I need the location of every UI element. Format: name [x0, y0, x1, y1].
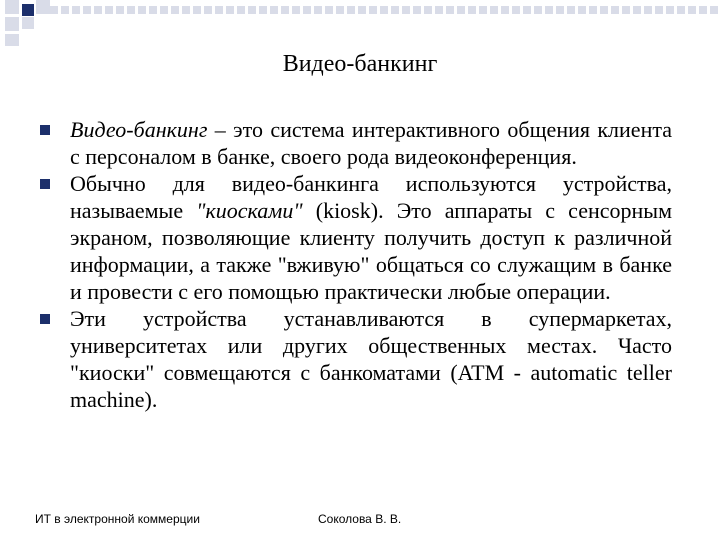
bullet-text: – это система интерактивного общения клиента с персоналом в банке, своего рода видеоконференция.	[70, 117, 672, 169]
square-bullet-icon	[40, 179, 50, 189]
footer-author: Соколова В. В.	[318, 512, 402, 526]
decor-top-bar	[50, 6, 720, 14]
square-bullet-icon	[40, 125, 50, 135]
decor-square	[22, 17, 34, 29]
bullet-item	[40, 170, 672, 305]
decor-square	[5, 0, 19, 14]
bullet-text: Обычно для видео-банкинга используются устройства, называемые	[70, 171, 672, 223]
slide-title: Видео-банкинг	[282, 51, 438, 77]
bullet-text: Эти устройства устанавливаются в супермаркетах, университетах или других общественных местах. Часто "киоски" совмещаются с банкоматами (ATM - automatic teller machine).	[70, 306, 672, 412]
bullet-term: Видео-банкинг	[70, 117, 208, 142]
bullet-item	[40, 116, 672, 170]
decor-square	[5, 17, 19, 31]
decor-square	[36, 0, 50, 14]
bullet-list	[40, 116, 672, 413]
bullet-item	[40, 305, 672, 413]
square-bullet-icon	[40, 314, 50, 324]
footer-course: ИТ в электронной коммерции	[35, 512, 200, 526]
bullet-term: "киосками"	[196, 198, 303, 223]
bullet-text: (kiosk). Это аппараты с сенсорным экраном, позволяющие клиенту получить доступ к различной информации, а также "вживую" общаться со служащим в банке и провести с его помощью практически любые операции.	[70, 198, 672, 304]
decor-square	[5, 34, 19, 46]
decor-square-accent	[22, 4, 34, 16]
